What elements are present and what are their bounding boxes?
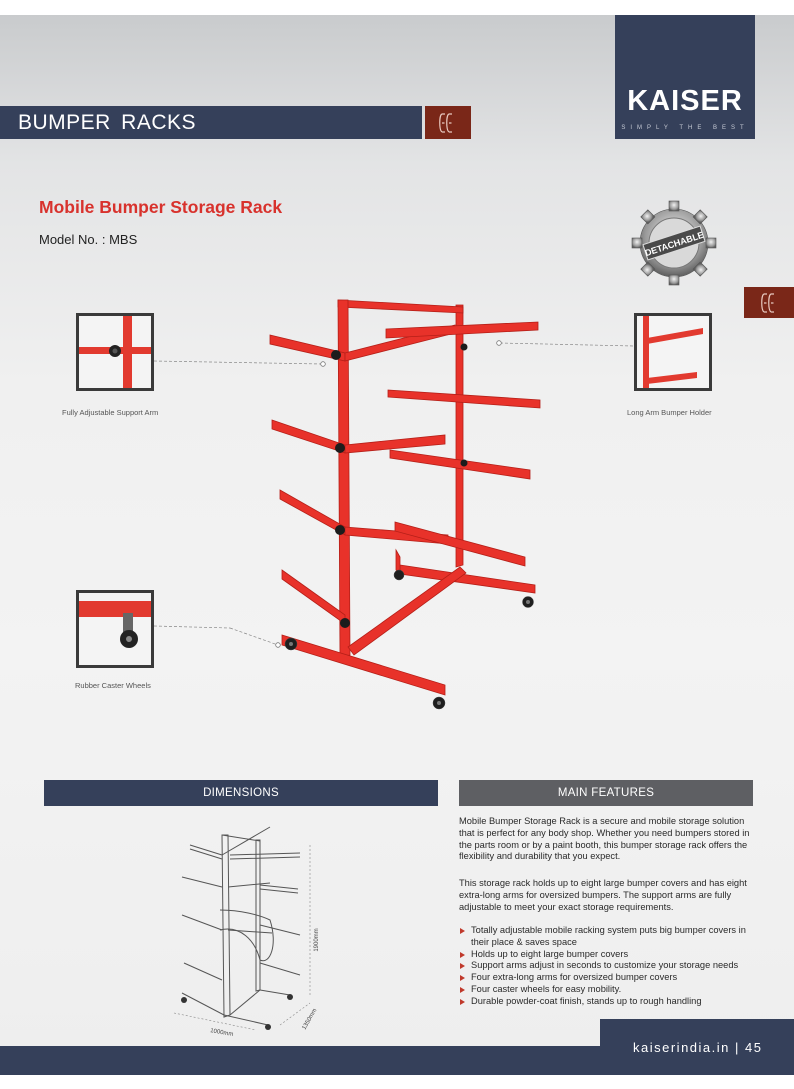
features-list	[459, 925, 759, 1008]
list-item-text: Holds up to eight large bumper covers	[471, 948, 629, 959]
bumper-rack-illustration	[260, 295, 560, 715]
dim-depth-label: 1350mm	[301, 1007, 319, 1031]
list-item	[459, 996, 759, 1008]
features-heading: MAIN FEATURES	[459, 780, 753, 806]
features-intro-2: This storage rack holds up to eight large bumper covers and has eight extra-long arms for oversized bumpers. The support arms are fully adjustable to meet your exact storage requirements.	[459, 878, 747, 912]
long-arm-label: Long Arm Bumper Holder	[627, 408, 712, 417]
list-item-text: Four extra-long arms for oversized bumper covers	[471, 972, 678, 983]
dim-width-label: 1000mm	[209, 1028, 234, 1039]
footer-site-page: kaiserindia.in | 45	[633, 1040, 763, 1055]
page-title: BUMPER RACKS	[18, 111, 197, 134]
list-item	[459, 972, 759, 984]
model-number: Model No. : MBS	[39, 232, 138, 247]
list-item	[459, 925, 759, 949]
badge-label: DETACHABLE	[643, 229, 706, 259]
features-intro-1: Mobile Bumper Storage Rack is a secure and mobile storage solution that is perfect for any body shop. Whether you need bumpers stored in the parts room or by a paint booth, this bumper storage rack offers the flexibility and durability that you expect.	[459, 816, 750, 862]
list-item	[459, 984, 759, 996]
brand-name: KAISER	[627, 85, 743, 117]
list-item-text: Support arms adjust in seconds to customize your storage needs	[471, 960, 739, 971]
product-title: Mobile Bumper Storage Rack	[39, 197, 283, 217]
list-item-text: Durable powder-coat finish, stands up to rough handling	[471, 995, 702, 1006]
caster-wheel-label: Rubber Caster Wheels	[75, 681, 151, 690]
list-item-text: Totally adjustable mobile racking system puts big bumper covers in their place & saves space	[471, 925, 746, 947]
dim-height-label: 1900mm	[314, 928, 320, 952]
dimensions-heading: DIMENSIONS	[44, 780, 438, 806]
list-item	[459, 960, 759, 972]
brand-tagline: SIMPLY THE BEST	[621, 125, 749, 131]
dimensions-drawing	[160, 815, 390, 1045]
list-item	[459, 949, 759, 961]
list-item-text: Four caster wheels for easy mobility.	[471, 983, 622, 994]
support-arm-label: Fully Adjustable Support Arm	[62, 408, 159, 417]
